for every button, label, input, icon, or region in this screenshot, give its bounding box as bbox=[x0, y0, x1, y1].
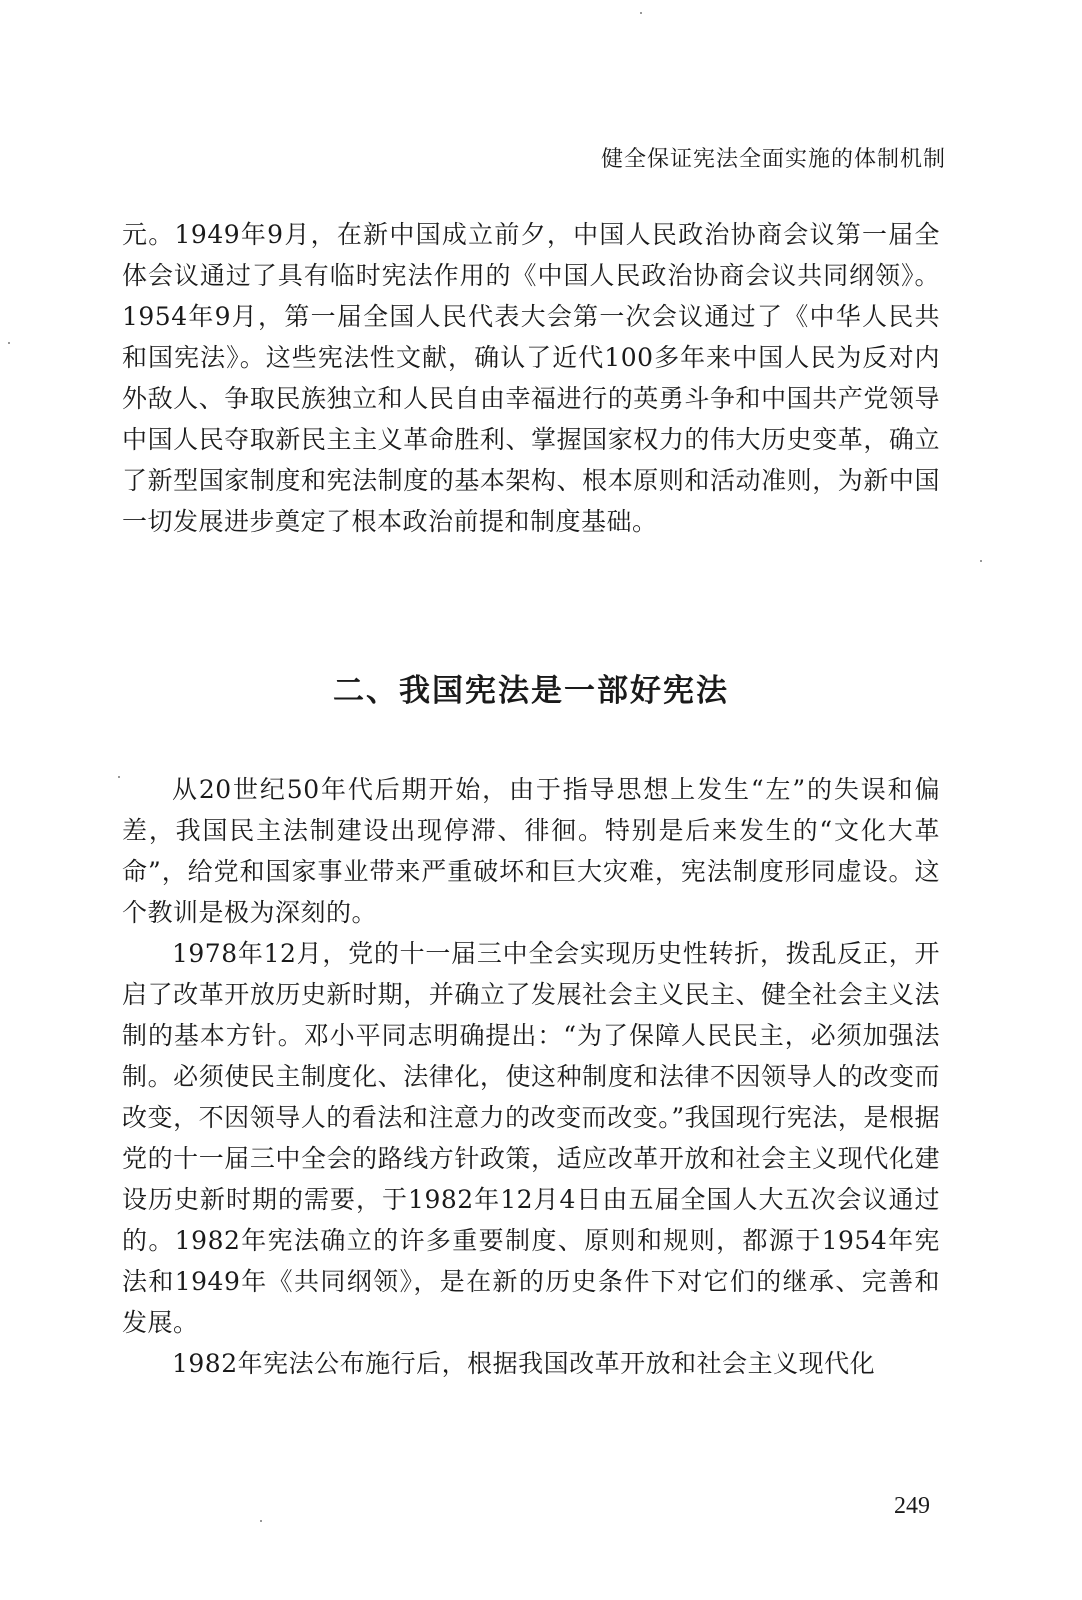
scan-speck bbox=[118, 776, 120, 778]
running-head: 健全保证宪法全面实施的体制机制 bbox=[600, 147, 946, 172]
paragraph: 1982年宪法公布施行后，根据我国改革开放和社会主义现代化 bbox=[172, 1349, 876, 1378]
section-heading: 二、我国宪法是一部好宪法 bbox=[333, 673, 729, 709]
page-number: 249 bbox=[894, 1493, 930, 1519]
scan-speck bbox=[260, 1520, 262, 1522]
paragraph: 1978年12月，党的十一届三中全会实现历史性转折，拨乱反正，开启了改革开放历史新时期，并确立了发展社会主义民主、健全社会主义法制的基本方针。邓小平同志明确提出：“为了保障人民民主，必须加强法制。必须使民主制度化、法律化，使这种制度和法律不因领导人的改变而改变，不因领导人的看法和注意力的改变而改变。”我国现行宪法，是根据党的十一届三中全会的路线方针政策，适应改革开放和社会主义现代化建设历史新时期的需要，于1982年12月4日由五届全国人大五次会议通过的。1982年宪法确立的许多重要制度、原则和规则，都源于1954年宪法和1949年《共同纲领》，是在新的历史条件下对它们的继承、完善和发展。 bbox=[122, 939, 940, 1337]
scan-speck bbox=[980, 560, 982, 562]
paragraph: 从20世纪50年代后期开始，由于指导思想上发生“左”的失误和偏差，我国民主法制建设出现停滞、徘徊。特别是后来发生的“文化大革命”，给党和国家事业带来严重破坏和巨大灾难，宪法制度形同虚设。这个教训是极为深刻的。 bbox=[122, 775, 940, 927]
paragraph: 元。1949年9月，在新中国成立前夕，中国人民政治协商会议第一届全体会议通过了具有临时宪法作用的《中国人民政治协商会议共同纲领》。1954年9月，第一届全国人民代表大会第一次会议通过了《中华人民共和国宪法》。这些宪法性文献，确认了近代100多年来中国人民为反对内外敌人、争取民族独立和人民自由幸福进行的英勇斗争和中国共产党领导中国人民夺取新民主主义革命胜利、掌握国家权力的伟大历史变革，确立了新型国家制度和宪法制度的基本架构、根本原则和活动准则，为新中国一切发展进步奠定了根本政治前提和制度基础。 bbox=[122, 220, 940, 536]
scan-speck bbox=[8, 342, 10, 344]
scan-speck bbox=[640, 12, 642, 14]
text-block-top bbox=[122, 214, 940, 542]
text-block-bottom bbox=[122, 769, 940, 1384]
